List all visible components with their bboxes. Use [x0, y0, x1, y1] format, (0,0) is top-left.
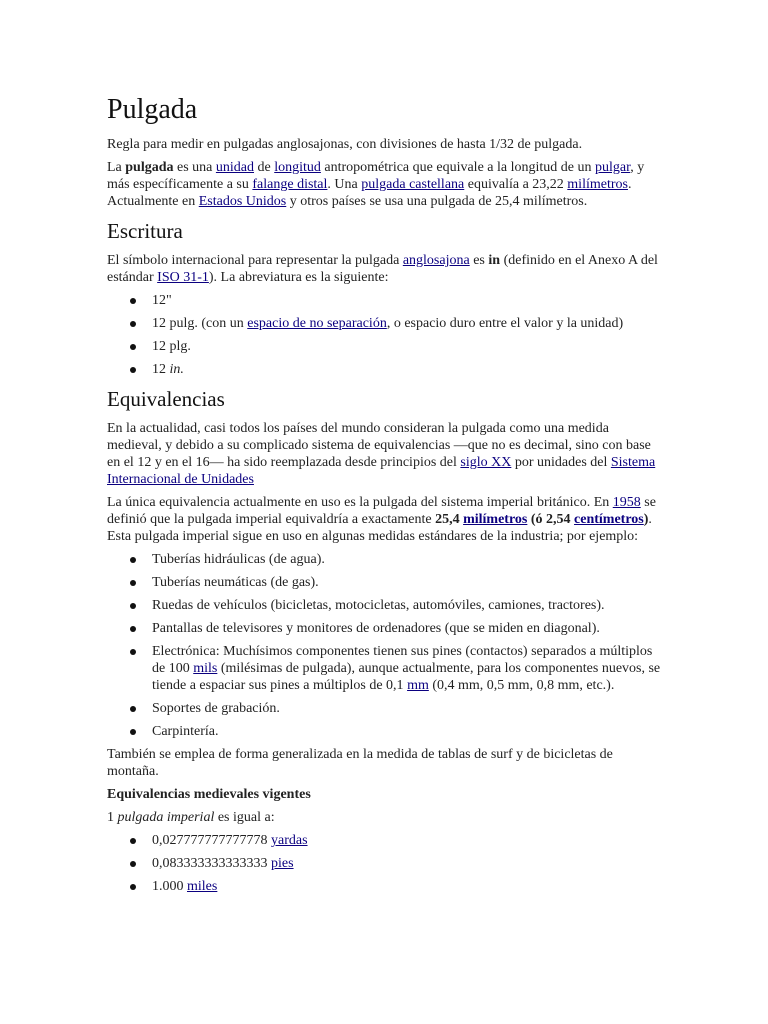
equivalencias-paragraph-1: En la actualidad, casi todos los países del mundo consideran la pulgada como una medida medieval, y debido a su complicado sistema de equivalencias —que no es decimal, sino con base en el 12 y en el 16— ha sido reemplazada desde principios del siglo XX por unidades del Sistema Internacional de Unidades [107, 421, 656, 487]
link-pies[interactable]: pies [271, 856, 294, 871]
abbreviation-list [107, 292, 667, 378]
link-pulgar[interactable]: pulgar [594, 160, 631, 175]
bold-term: pulgada [125, 160, 174, 175]
list-item: 12 pulg. (con un espacio de no separación, o espacio duro entre el valor y la unidad) [152, 315, 667, 332]
link-iso-31-1[interactable]: ISO 31-1 [157, 270, 209, 285]
medievales-paragraph: 1 pulgada imperial es igual a: [107, 810, 275, 825]
medieval-equivalence-list [107, 832, 667, 895]
list-item: Electrónica: Muchísimos componentes tienen sus pines (contactos) separados a múltiplos de 100 mils (milésimas de pulgada), aunque actualmente, para los componentes nuevos, se tiende a espaciar sus pines a múltiplos de 0,1 mm (0,4 mm, 0,5 mm, 0,8 mm, etc.). [152, 643, 667, 694]
link-mils[interactable]: mils [193, 661, 218, 676]
link-estados-unidos[interactable]: Estados Unidos [198, 194, 287, 209]
list-item: Tuberías neumáticas (de gas). [152, 574, 667, 591]
list-item: Soportes de grabación. [152, 700, 667, 717]
list-item: 12 in. [152, 361, 667, 378]
link-1958[interactable]: 1958 [612, 495, 641, 510]
link-miles[interactable]: miles [187, 879, 218, 894]
link-unidad[interactable]: unidad [215, 160, 255, 175]
link-centimetros[interactable]: centímetros [574, 512, 644, 527]
industry-list [107, 551, 667, 740]
link-yardas[interactable]: yardas [271, 833, 308, 848]
page-title: Pulgada [107, 94, 198, 125]
link-milimetros[interactable]: milímetros [567, 177, 628, 192]
list-item: 1.000 miles [152, 878, 667, 895]
list-item: Tuberías hidráulicas (de agua). [152, 551, 667, 568]
link-milimetros-bold[interactable]: milímetros [463, 512, 528, 527]
link-falange-distal[interactable]: falange distal [252, 177, 328, 192]
intro-paragraph: La pulgada es una unidad de longitud antropométrica que equivale a la longitud de un pulgar, y más específicamente a su falange distal. Una pulgada castellana equivalía a 23,22 milímetros. Actualmente en Estados Unidos y otros países se usa una pulgada de 25,4 milímetros. [107, 160, 645, 209]
list-item: 0,027777777777778 yardas [152, 832, 667, 849]
list-item: 12" [152, 292, 667, 309]
link-espacio-no-separacion[interactable]: espacio de no separación [247, 316, 387, 331]
section-heading-escritura: Escritura [107, 219, 183, 243]
list-item: Pantallas de televisores y monitores de ordenadores (que se miden en diagonal). [152, 620, 667, 637]
list-item: Carpintería. [152, 723, 667, 740]
article [107, 93, 667, 901]
link-mm[interactable]: mm [407, 678, 429, 693]
section-heading-equivalencias: Equivalencias [107, 387, 225, 411]
image-caption: Regla para medir en pulgadas anglosajonas, con divisiones de hasta 1/32 de pulgada. [107, 137, 583, 152]
link-siglo-xx[interactable]: siglo XX [460, 455, 512, 470]
equivalencias-paragraph-3: También se emplea de forma generalizada en la medida de tablas de surf y de bicicletas de montaña. [107, 747, 613, 779]
equivalencias-paragraph-2: La única equivalencia actualmente en uso es la pulgada del sistema imperial británico. En 1958 se definió que la pulgada imperial equivaldría a exactamente 25,4 milímetros (ó 2,54 centímetros). Esta pulgada imperial sigue en uso en algunas medidas estándares de la industria; por ejemplo: [107, 495, 656, 544]
link-pulgada-castellana[interactable]: pulgada castellana [361, 177, 465, 192]
link-longitud[interactable]: longitud [274, 160, 321, 175]
link-anglosajona[interactable]: anglosajona [402, 253, 470, 268]
link-sistema-internacional[interactable]: Sistema Internacional de Unidades [107, 455, 656, 487]
list-item: 0,083333333333333 pies [152, 855, 667, 872]
list-item: Ruedas de vehículos (bicicletas, motocicletas, automóviles, camiones, tractores). [152, 597, 667, 614]
list-item: 12 plg. [152, 338, 667, 355]
subsection-heading-medievales: Equivalencias medievales vigentes [107, 787, 311, 802]
escritura-paragraph: El símbolo internacional para representar la pulgada anglosajona es in (definido en el Anexo A del estándar ISO 31-1). La abreviatura es la siguiente: [107, 253, 658, 285]
